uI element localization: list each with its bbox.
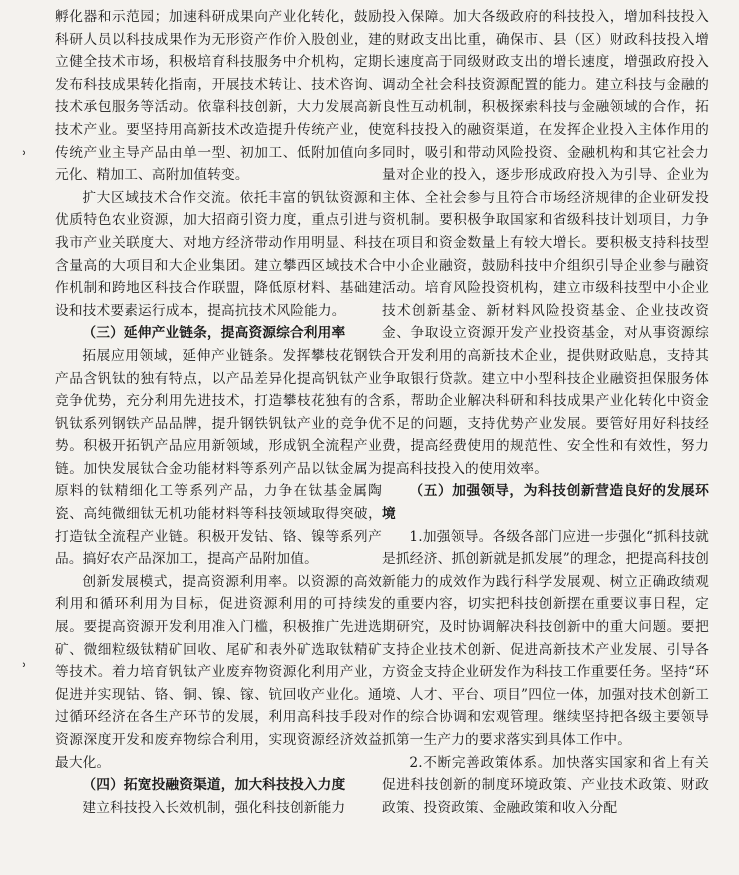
- section-heading: （五）加强领导，为科技创新营造良好的发展环境: [382, 483, 709, 523]
- paragraph: 创新发展模式，提高资源利用率。以资源的高效利用和循环利用为目标，促进资源利用的可持续发展。要提高资源开发利用准入门槛，积极推广先进选矿、微细粒级钛精矿回收、尾矿和表外矿选取钛精矿等技术。着力培育钒钛产业废弃物资源化利用产业，促进并实现钴、铬、铜、镍、镓、钪回收产业化。通过循环经济在各生产环节的发展，利用高科技手段对资源深度开发和废弃物综合利用，实现资源经济效益最大化。: [55, 573, 382, 771]
- margin-mark-icon: ʾ: [22, 660, 27, 679]
- paragraph: 拓展应用领域，延伸产业链条。发挥攀枝花钢铁产品含钒钛的独有特点，以产品差异化提高钒钛产业竞争优势，充分利用先进技术，打造攀枝花独有的含钒钛系列钢铁产品品牌，提升钢铁钒钛产业的竞争优势。积极开拓钒产品应用新领域，形成钒全流程产业链。加快发展钛合金功能材料等系列产品以钛金属为原料的钛精细化工等系列产品，力争在钛基金属陶瓷、高纯微细钛无机功能材料等科技领域取得突破，打造钛全流程产业链。积极开发钴、铬、镍等系列产品。搞好农产品深加工，提高产品附加值。: [55, 347, 382, 568]
- paragraph: 孵化器和示范园；加速科研成果向产业化转化，鼓励科研人员以科技成果作为无形资产作价入股创业，建立健全技术市场，积极培育科技服务中介机构，定期发布科技成果转化指南，开展技术转让、技术咨询、技术承包服务等活动。依靠科技创新，大力发展高新技术产业。要坚持用高新技术改造提升传统产业，使传统产业主导产品由单一型、初加工、低附加值向多元化、精加工、高附加值转变。: [55, 9, 382, 184]
- margin-mark-icon: ʾ: [22, 148, 27, 167]
- paragraph: 2.不断完善政策体系。加快落实国家和省上有关促进科技创新的制度环境政策、产业技术政策、财政政策、投资政策、金融政策和收入分配: [382, 754, 709, 816]
- section-heading: （四）拓宽投融资渠道，加大科技投入力度: [82, 777, 346, 794]
- right-column: [382, 6, 709, 819]
- paragraph: 投入保障。加大各级政府的科技投入，增加科技投入的财政支出比重，确保市、县（区）财政科技投入增长速度高于同级财政支出的增长速度，增强政府投入调动全社会科技资源配置的能力。建立科技与金融的良性互动机制，积极探索科技与金融领域的合作，拓宽科技投入的融资渠道，在发挥企业投入主体作用的同时，吸引和带动风险投资、金融机构和其它社会力量对企业的投入，逐步形成政府投入为引导、企业为主体、全社会参与且符合市场经济规律的企业研发投资机制。要积极争取国家和省级科技计划项目，力争在项目和资金数量上有较大增长。要积极支持科技型中小企业融资，鼓励科技中介组织引导企业参与融资活动。培育风险投资机构，建立市级科技型中小企业技术创新基金、新材料风险投资基金、企业技改资金、争取设立资源开发产业投资基金，对从事资源综合开发利用的高新技术企业，提供财政贴息，支持其争取银行贷款。建立中小型科技企业融资担保服务体系，帮助企业解决科研和科技成果产业化转化中资金不足的问题，支持优势产业发展。要管好用好科技经费，提高经费使用的规范性、安全性和有效性，努力提高科技投入的使用效率。: [382, 9, 709, 477]
- paragraph: 建立科技投入长效机制，强化科技创新能力: [82, 799, 346, 816]
- paragraph: 1.加强领导。各级各部门应进一步强化“抓科技就是抓经济、抓创新就是抓发展”的理念，把提高科技创新能力的成效作为践行科学发展观、树立正确政绩观的重要内容，切实把科技创新摆在重要议事日程，定期研究，及时协调解决科技创新中的重大问题。要把支持企业技术创新、促进高新技术产业发展、引导各方资金支持企业研发作为科技工作重要任务。坚持“环境、人才、平台、项目”四位一体，加强对技术创新工作的综合协调和宏观管理。继续坚持把各级主要领导抓第一生产力的要求落实到具体工作中。: [382, 528, 709, 748]
- left-column: [55, 6, 382, 819]
- section-heading: （三）延伸产业链条，提高资源综合利用率: [82, 325, 346, 342]
- paragraph: 扩大区域技术合作交流。依托丰富的钒钛资源和优质特色农业资源，加大招商引资力度，重点引进与我市产业关联度大、对地方经济带动作用明显、科技含量高的大项目和大企业集团。建立攀西区域技术合作机制和跨地区科技合作联盟，降低原材料、基础建设和技术要素运行成本，提高抗技术风险能力。: [55, 189, 382, 319]
